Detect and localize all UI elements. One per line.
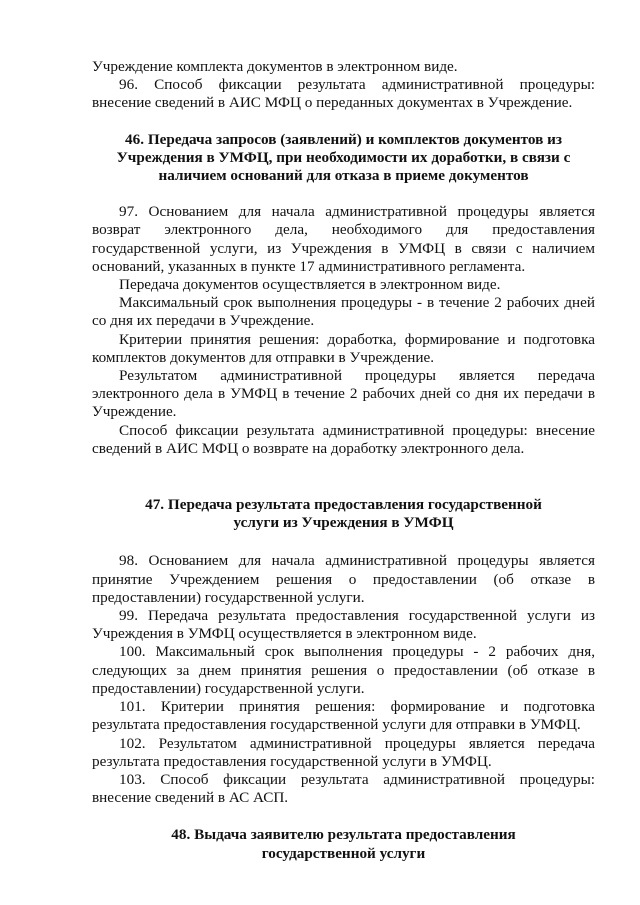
section-47-heading <box>92 496 595 532</box>
section-46-heading-line: наличием оснований для отказа в приеме документов <box>158 167 529 185</box>
paragraph: Передача документов осуществляется в электронном виде. <box>119 276 501 294</box>
section-46-heading-line: Учреждения в УМФЦ, при необходимости их доработки, в связи с <box>116 148 571 166</box>
paragraph-97: 97. Основанием для начала административной процедуры является возврат электронного дела, необходимого для предоставления государственной услуги, из Учреждения в УМФЦ в связи с наличием оснований, указанных в пункте 17 административного регламента. <box>92 203 595 275</box>
paragraph-101: 101. Критерии принятия решения: формирование и подготовка результата предоставления государственной услуги для отправки в УМФЦ. <box>92 698 595 734</box>
paragraph-103: 103. Способ фиксации результата административной процедуры: внесение сведений в АС АСП. <box>92 770 595 807</box>
paragraph-99: 99. Передача результата предоставления государственной услуги из Учреждения в УМФЦ осуществляется в электронном виде. <box>92 607 595 643</box>
paragraph-102: 102. Результатом административной процедуры является передача результата предоставления государственной услуги в УМФЦ. <box>92 734 595 770</box>
section-48-heading <box>92 826 595 862</box>
paragraph: Способ фиксации результата административной процедуры: внесение сведений в АИС МФЦ о возврате на доработку электронного дела. <box>92 421 595 457</box>
section-47-heading-line: услуги из Учреждения в УМФЦ <box>233 514 454 532</box>
paragraph: Критерии принятия решения: доработка, формирование и подготовка комплектов документов для отправки в Учреждение. <box>92 330 595 366</box>
document-page <box>92 58 595 863</box>
section-48-heading-line: государственной услуги <box>261 844 426 862</box>
paragraph: Максимальный срок выполнения процедуры - в течение 2 рабочих дней со дня их передачи в Учреждение. <box>92 294 595 330</box>
intro-paragraph-continuation: Учреждение комплекта документов в электронном виде. <box>92 58 458 75</box>
section-46-heading <box>92 131 595 186</box>
section-48-heading-line: 48. Выдача заявителю результата предоставления <box>171 826 516 844</box>
paragraph: Результатом административной процедуры является передача электронного дела в УМФЦ в течение 2 рабочих дней со дня их передачи в Учреждение. <box>92 367 595 421</box>
section-47-heading-line: 47. Передача результата предоставления государственной <box>145 496 542 514</box>
intro-paragraph-96: 96. Способ фиксации результата административной процедуры: внесение сведений в АИС МФЦ о переданных документах в Учреждение. <box>92 76 595 112</box>
paragraph-100: 100. Максимальный срок выполнения процедуры - 2 рабочих дня, следующих за днем принятия решения о предоставлении (об отказе в предоставлении) государственной услуги. <box>92 643 595 697</box>
paragraph-98: 98. Основанием для начала административной процедуры является принятие Учреждением решения о предоставлении (об отказе в предоставлении) государственной услуги. <box>92 552 595 606</box>
section-46-heading-line: 46. Передача запросов (заявлений) и комплектов документов из <box>125 130 562 148</box>
